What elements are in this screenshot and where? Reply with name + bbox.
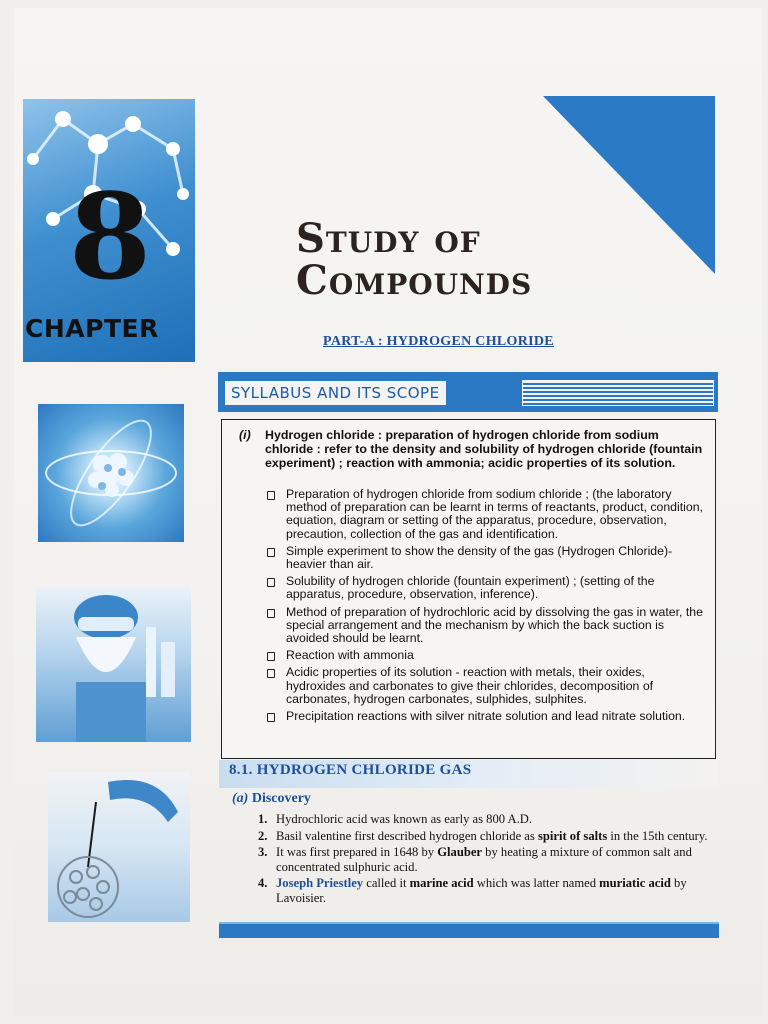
item-text: It was first prepared in 1648 by [276, 845, 438, 859]
checkbox-square-icon [267, 578, 275, 587]
list-item [262, 545, 706, 571]
item-text: Glauber [437, 845, 483, 859]
item-text: muriatic acid [599, 876, 671, 890]
list-item [258, 876, 720, 905]
scope-item-text: Precipitation reactions with silver nitrate solution and lead nitrate solution. [286, 709, 686, 724]
chapter-title [296, 215, 533, 304]
checkbox-square-icon [267, 713, 275, 722]
section-title: 8.1. HYDROGEN CHLORIDE GAS [229, 762, 472, 778]
list-item [262, 666, 706, 706]
item-number: 2. [258, 828, 268, 843]
list-item [262, 488, 706, 541]
chapter-label: CHAPTER [25, 314, 159, 343]
checkbox-square-icon [267, 491, 275, 500]
item-number: 1. [258, 812, 268, 826]
item-number: 4. [258, 876, 268, 890]
scope-item-text: Reaction with ammonia [286, 648, 414, 663]
item-text: by Lavoisier. [276, 876, 687, 905]
subsection-label: (a) [232, 791, 249, 806]
item-text: Joseph Priestley [276, 876, 364, 890]
item-text: by heating a mixture of common salt and concentrated sulphuric acid. [276, 845, 692, 874]
subsection-title [232, 791, 311, 807]
list-item [262, 606, 706, 646]
part-heading: PART-A : HYDROGEN CHLORIDE [323, 334, 554, 349]
item-text: spirit of salts [537, 828, 608, 843]
scientist-illustration [36, 587, 191, 742]
item-text: marine acid [409, 876, 474, 890]
scope-list [262, 488, 706, 727]
atom-illustration [38, 404, 184, 542]
list-item [258, 812, 720, 827]
item-text: Hydrochloric acid was known as early as 800 A.D. [276, 812, 533, 826]
title-line-1: Study of [296, 215, 481, 262]
chapter-number: 8 [68, 167, 152, 306]
list-item [262, 710, 706, 723]
scope-number: (i) [239, 428, 251, 442]
scope-item-text: Solubility of hydrogen chloride (fountain experiment) ; (setting of the apparatus, procedure, observation, inference). [286, 574, 655, 602]
title-line-2: Compounds [296, 257, 533, 304]
item-text: called it [363, 876, 410, 890]
checkbox-square-icon [267, 548, 275, 557]
scope-item-text: Simple experiment to show the density of the gas (Hydrogen Chloride)- heavier than air. [286, 543, 673, 572]
scope-item-text: Preparation of hydrogen chloride from sodium chloride ; (the laboratory method of preparation can be learnt in terms of reactants, product, condition, equation, diagram or setting of the apparatus, procedure, observation, precaution, collection of the gas and identification. [286, 487, 703, 541]
buckyball-illustration [48, 772, 190, 922]
list-item [262, 649, 706, 662]
scope-heading [233, 428, 703, 470]
checkbox-square-icon [267, 652, 275, 661]
item-text: which was latter named [473, 876, 600, 890]
item-text: Basil valentine first described hydrogen chloride as [276, 828, 538, 843]
bottom-band [219, 922, 719, 938]
scope-item-text: Acidic properties of its solution - reaction with metals, their oxides, hydroxides and carbonates to give their chlorides, decomposition of carbonates, hydrogen carbonates, sulphides, sulphites. [286, 665, 654, 706]
item-text: in the 15th century. [607, 828, 708, 843]
list-item [258, 845, 720, 874]
syllabus-label: SYLLABUS AND ITS SCOPE [224, 380, 447, 406]
list-item [258, 829, 720, 844]
item-number: 3. [258, 845, 268, 859]
checkbox-square-icon [267, 609, 275, 618]
syllabus-decoration [522, 380, 714, 406]
subsection-text: Discovery [251, 791, 311, 806]
scope-heading-text: Hydrogen chloride : preparation of hydrogen chloride from sodium chloride : refer to the density and solubility of hydrogen chloride (fountain experiment) ; reaction with ammonia; acidic properties of its solution. [265, 428, 703, 470]
discovery-list [258, 812, 720, 907]
list-item [262, 575, 706, 601]
scope-item-text: Method of preparation of hydrochloric acid by dissolving the gas in water, the special arrangement and the mechanism by which the back suction is avoided should be learnt. [286, 604, 703, 646]
checkbox-square-icon [267, 669, 275, 678]
